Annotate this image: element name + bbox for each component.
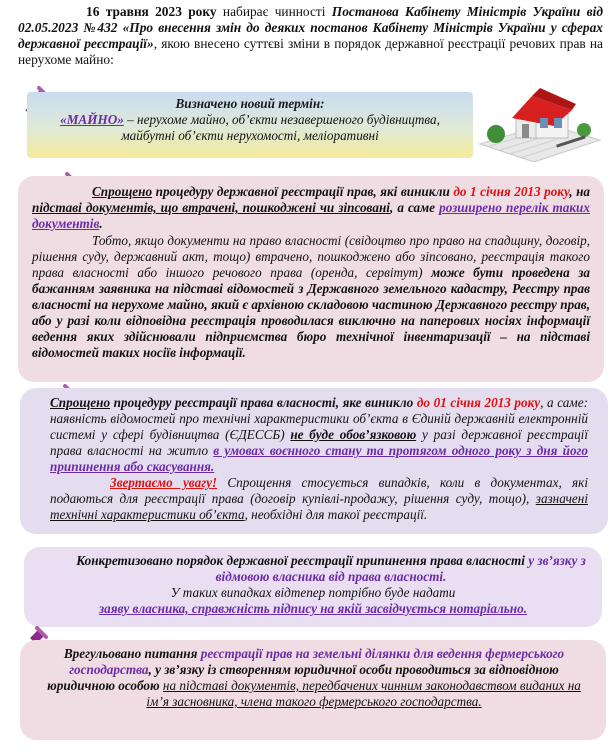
b3-text-4: Спрощення стосується випадків, коли в документах, які подаються для реєстрації права (договір купівлі-продажу, рішення суду, тощо), — [50, 475, 588, 506]
block3-paragraph-1 — [50, 395, 588, 475]
b3-martial-law: в умовах воєнного стану та протягом одного року з дня його припинення або скасування. — [50, 443, 589, 474]
b2-documents: підставі документів, що втрачені, пошкоджені чи зіпсовані — [32, 200, 390, 215]
b3-text-2: , а саме: наявність відомостей про технічні характеристики об’єкта в Єдиній державній електронній системі у сфері будівництва (ЄДЕССБ) — [50, 395, 588, 442]
block4-line-3: заяву власника, справжність підпису на якій засвідчується нотаріально. — [98, 601, 528, 616]
intro-date: 16 травня 2023 року — [86, 4, 217, 19]
b2-text-3: , а саме — [389, 200, 440, 215]
b2-explanation-bold: може бути проведена за бажанням заявника на підставі відомостей з Державного земельного кадастру, Реєстру прав власності на нерухоме майно, який є архівною складовою частиною Державного реєстру прав, або у разі коли відповідна реєстрація проводилася виключно на паперових носіях інформації ведення яких здійснювали підприємства бюро технічної інвентаризації – на підставі відомостей таких носіїв інформації. — [32, 265, 590, 360]
b3-date: до 01 січня 2013 року — [416, 395, 541, 410]
b3-text-5: , необхідні для такої реєстрації. — [244, 507, 428, 522]
block4-line-2: У таких випадках відтепер потрібно буде надати — [170, 585, 456, 600]
b3-not-mandatory: не буде обов’язковою — [290, 427, 417, 442]
intro-text-2: , якою внесено суттєві зміни в порядок державної реєстрації речових прав на нерухоме майно: — [18, 36, 603, 67]
new-term-definition — [27, 112, 473, 144]
b2-period: . — [99, 216, 103, 231]
b3-text-1: процедуру реєстрації права власності, яке виникло — [110, 395, 417, 410]
termination-block — [24, 547, 602, 627]
intro-text-1: набирає чинності — [216, 4, 332, 19]
b3-simplified: Спрощено — [50, 395, 111, 410]
intro-paragraph — [18, 4, 603, 68]
b2-text-1: процедуру державної реєстрації прав, які виникли — [152, 184, 454, 199]
new-term-heading: Визначено новий термін: — [175, 96, 325, 111]
block5-paragraph — [38, 646, 590, 710]
simplified-procedure-block-2 — [20, 388, 608, 534]
block3-paragraph-2 — [50, 475, 588, 523]
term-mayno: «МАЙНО» — [60, 112, 124, 127]
b2-simplified: Спрощено — [92, 184, 153, 199]
b3-text-3: у разі державної реєстрації права власності на житло — [50, 427, 588, 458]
block2-paragraph-1 — [32, 184, 590, 232]
simplified-procedure-block-1 — [18, 176, 604, 382]
b5-text-2: , у зв’язку із створенням юридичної особи проводиться за відповідною юридичною особою — [47, 662, 559, 693]
b4-text-1: Конкретизовано порядок державної реєстрації припинення права власності — [76, 553, 529, 568]
b3-attention: Звертаємо увагу! — [110, 475, 218, 490]
b2-explanation: Тобто, якщо документи на право власності (свідоцтво про право на спадщину, договір, рішення суду, державний акт, тощо) втрачено, пошкоджено або зіпсовано, реєстрація такого права власності або іншого речового права (оренда, сервітут) — [32, 233, 590, 280]
b5-text-1: Врегульовано питання — [63, 646, 201, 661]
b5-farm-rights: реєстрації прав на земельні ділянки для ведення фермерського господарства — [69, 646, 565, 677]
new-term-block — [27, 92, 473, 158]
block2-paragraph-2 — [32, 233, 590, 361]
b2-expanded-list: розширено перелік таких документів — [32, 200, 590, 231]
intro-document: Постанова Кабінету Міністрів України від 02.05.2023 №432 «Про внесення змін до деяких постанов Кабінету Міністрів України у сферах державної реєстрації» — [18, 4, 604, 51]
house-illustration — [476, 82, 604, 162]
b5-documents: на підставі документів, передбачених чинним законодавством виданих на ім’я засновника, члена такого фермерського господарства. — [146, 678, 581, 709]
farm-registration-block — [20, 640, 606, 740]
term-definition-text: – нерухоме майно, об’єкти незавершеного будівництва, майбутні об’єкти нерухомості, меліоративні — [121, 112, 440, 143]
b4-refusal: у зв’язку з відмовою власника від права власності. — [215, 553, 586, 584]
b2-date: до 1 січня 2013 року — [453, 184, 570, 199]
block4-line-1 — [38, 553, 588, 585]
b2-text-2: , на — [569, 184, 590, 199]
b3-tech-specs: зазначені технічні характеристики об’єкта — [50, 491, 588, 522]
